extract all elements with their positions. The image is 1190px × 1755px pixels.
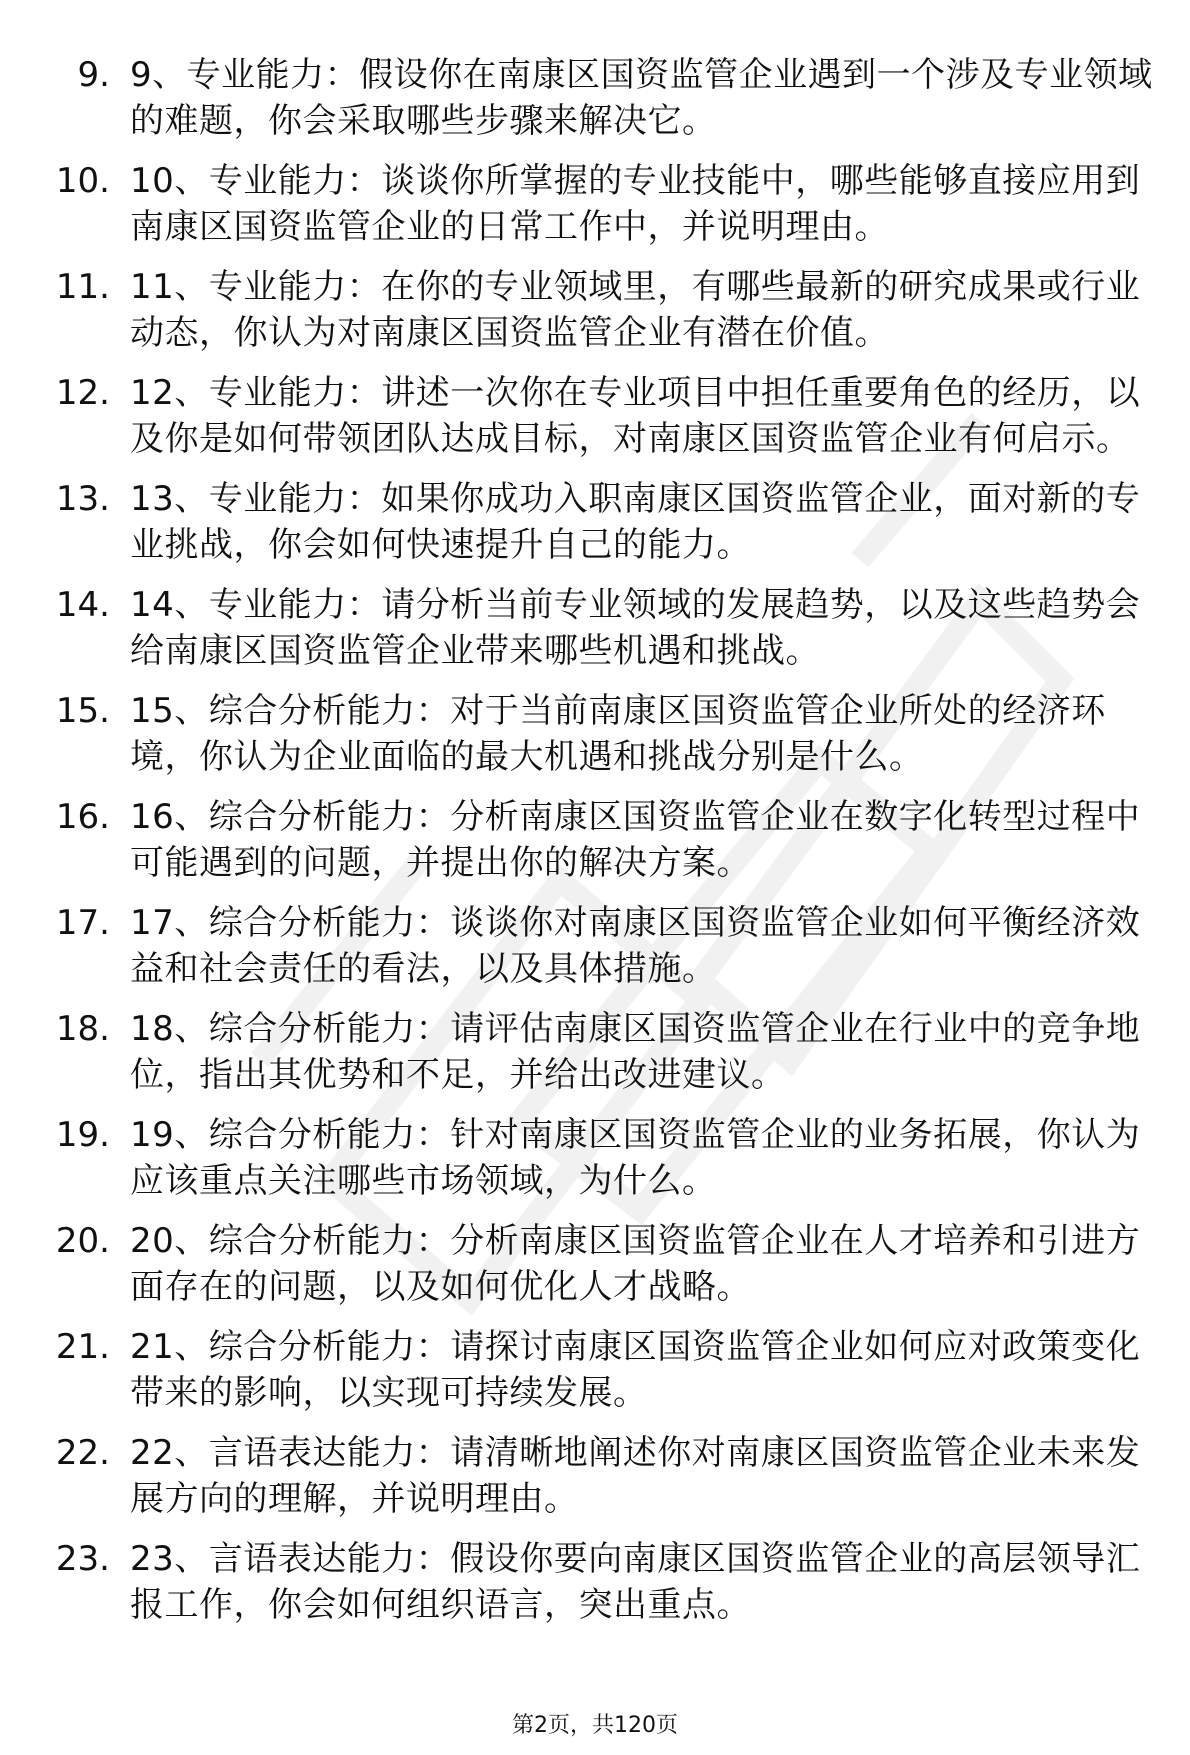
item-number: 23.	[55, 1539, 110, 1579]
list-item	[0, 794, 1190, 886]
list-item	[0, 1536, 1190, 1628]
item-text: 20、综合分析能力：分析南康区国资监管企业在人才培养和引进方面存在的问题，以及如何优化人才战略。	[130, 1221, 1141, 1307]
list-item	[0, 264, 1190, 356]
item-text: 13、专业能力：如果你成功入职南康区国资监管企业，面对新的专业挑战，你会如何快速提升自己的能力。	[130, 479, 1141, 565]
item-text: 15、综合分析能力：对于当前南康区国资监管企业所处的经济环境，你认为企业面临的最大机遇和挑战分别是什么。	[130, 691, 1106, 777]
item-number: 20.	[55, 1221, 110, 1261]
item-number: 12.	[55, 373, 110, 413]
item-number: 11.	[55, 267, 110, 307]
item-number: 21.	[55, 1327, 110, 1367]
list-item	[0, 52, 1190, 144]
item-text: 21、综合分析能力：请探讨南康区国资监管企业如何应对政策变化带来的影响，以实现可持续发展。	[130, 1327, 1141, 1413]
list-item	[0, 582, 1190, 674]
item-text: 10、专业能力：谈谈你所掌握的专业技能中，哪些能够直接应用到南康区国资监管企业的日常工作中，并说明理由。	[130, 161, 1141, 247]
item-number: 17.	[55, 903, 110, 943]
list-item	[0, 476, 1190, 568]
list-item	[0, 158, 1190, 250]
item-text: 19、综合分析能力：针对南康区国资监管企业的业务拓展，你认为应该重点关注哪些市场领域，为什么。	[130, 1115, 1141, 1201]
list-item	[0, 1430, 1190, 1522]
list-item	[0, 1324, 1190, 1416]
item-text: 16、综合分析能力：分析南康区国资监管企业在数字化转型过程中可能遇到的问题，并提出你的解决方案。	[130, 797, 1141, 883]
item-number: 19.	[55, 1115, 110, 1155]
item-number: 16.	[55, 797, 110, 837]
item-number: 15.	[55, 691, 110, 731]
item-number: 10.	[55, 161, 110, 201]
list-item	[0, 370, 1190, 462]
item-text: 23、言语表达能力：假设你要向南康区国资监管企业的高层领导汇报工作，你会如何组织语言，突出重点。	[130, 1539, 1141, 1625]
list-item	[0, 1006, 1190, 1098]
item-text: 11、专业能力：在你的专业领域里，有哪些最新的研究成果或行业动态，你认为对南康区国资监管企业有潜在价值。	[130, 267, 1141, 353]
item-number: 14.	[55, 585, 110, 625]
page-footer: 第2页，共120页	[512, 1713, 678, 1738]
item-text: 22、言语表达能力：请清晰地阐述你对南康区国资监管企业未来发展方向的理解，并说明理由。	[130, 1433, 1141, 1519]
item-text: 14、专业能力：请分析当前专业领域的发展趋势，以及这些趋势会给南康区国资监管企业带来哪些机遇和挑战。	[130, 585, 1141, 671]
item-number: 13.	[55, 479, 110, 519]
item-number: 9.	[77, 55, 110, 95]
list-item	[0, 688, 1190, 780]
item-number: 18.	[55, 1009, 110, 1049]
list-item	[0, 1112, 1190, 1204]
list-item	[0, 1218, 1190, 1310]
item-text: 9、专业能力：假设你在南康区国资监管企业遇到一个涉及专业领域的难题，你会采取哪些步骤来解决它。	[130, 55, 1153, 141]
item-number: 22.	[55, 1433, 110, 1473]
item-text: 12、专业能力：讲述一次你在专业项目中担任重要角色的经历，以及你是如何带领团队达成目标，对南康区国资监管企业有何启示。	[130, 373, 1141, 459]
question-list	[0, 52, 1190, 1642]
item-text: 17、综合分析能力：谈谈你对南康区国资监管企业如何平衡经济效益和社会责任的看法，以及具体措施。	[130, 903, 1141, 989]
list-item	[0, 900, 1190, 992]
item-text: 18、综合分析能力：请评估南康区国资监管企业在行业中的竞争地位，指出其优势和不足，并给出改进建议。	[130, 1009, 1141, 1095]
